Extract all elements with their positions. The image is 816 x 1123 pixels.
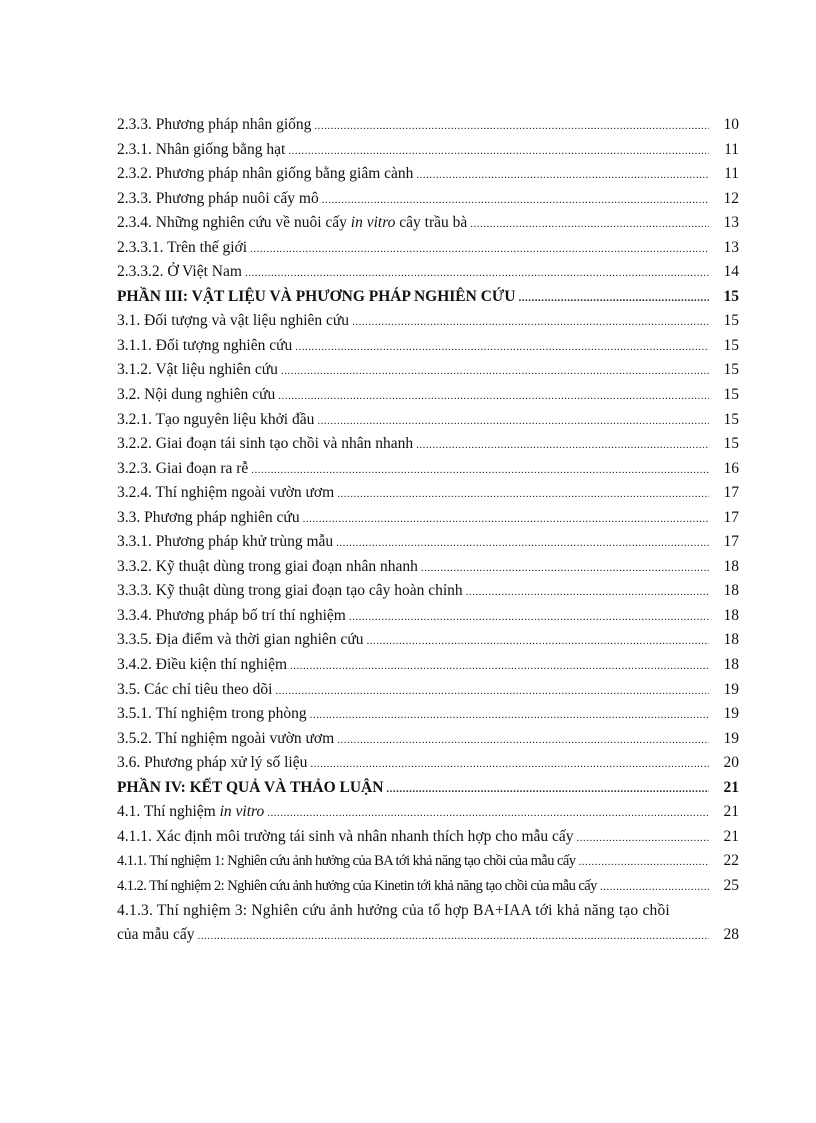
toc-page-number: 15	[723, 386, 739, 404]
toc-entry[interactable]	[117, 285, 739, 310]
toc-entry-label: 3.2.3. Giai đoạn ra rễ	[117, 459, 249, 477]
toc-entry-label: 4.1.1. Xác định môi trường tái sinh và nhân nhanh thích hợp cho mẫu cấy	[117, 827, 574, 845]
toc-entry[interactable]	[117, 211, 739, 236]
toc-page-number: 15	[723, 361, 739, 379]
toc-entry-label: 3.1. Đối tượng và vật liệu nghiên cứu	[117, 312, 350, 330]
dot-leader	[336, 531, 709, 556]
toc-entry-label: 2.3.3.1. Trên thế giới	[117, 238, 248, 256]
toc-entry-label: của mẫu cấy	[117, 926, 195, 944]
dot-leader	[470, 212, 709, 237]
dot-leader	[421, 556, 709, 581]
toc-entry[interactable]	[117, 776, 739, 801]
toc-page-number: 13	[723, 214, 739, 232]
toc-entry-label: 3.3.2. Kỹ thuật dùng trong giai đoạn nhân nhanh	[117, 557, 418, 575]
dot-leader	[466, 580, 709, 605]
toc-entry-label: 3.5. Các chỉ tiêu theo dõi	[117, 680, 273, 698]
toc-entry[interactable]	[117, 162, 739, 187]
dot-leader	[197, 924, 709, 949]
table-of-contents	[117, 113, 739, 948]
toc-entry[interactable]	[117, 506, 739, 531]
dot-leader	[317, 409, 709, 434]
toc-entry-label: 3.4.2. Điều kiện thí nghiệm	[117, 656, 288, 674]
toc-entry-label: 3.2.4. Thí nghiệm ngoài vườn ươm	[117, 484, 335, 502]
toc-page-number: 10	[723, 116, 739, 133]
toc-page-number: 21	[723, 778, 739, 796]
dot-leader	[251, 458, 709, 483]
toc-entry[interactable]	[117, 800, 739, 825]
toc-entry-label: 2.3.2. Phương pháp nhân giống bằng giâm cành	[117, 165, 414, 183]
dot-leader	[245, 261, 709, 286]
dot-leader	[281, 359, 709, 384]
dot-leader	[366, 629, 709, 654]
dot-leader	[386, 777, 709, 802]
dot-leader	[290, 654, 709, 679]
toc-entry[interactable]	[117, 604, 739, 629]
toc-entry-label: 2.3.3. Phương pháp nhân giống	[117, 116, 312, 133]
toc-entry-label: PHẦN IV: KẾT QUẢ VÀ THẢO LUẬN	[117, 778, 384, 796]
toc-page-number: 15	[723, 287, 739, 305]
toc-entry-label: 3.1.1. Đối tượng nghiên cứu	[117, 336, 293, 354]
toc-entry-label: 3.6. Phương pháp xử lý số liệu	[117, 754, 308, 772]
toc-page-number: 20	[723, 754, 739, 772]
toc-entry[interactable]	[117, 138, 739, 163]
toc-entry[interactable]	[117, 530, 739, 555]
toc-page-number: 21	[723, 827, 739, 845]
toc-entry-label: 4.1.2. Thí nghiệm 2: Nghiên cứu ảnh hưởng của Kinetin tới khả năng tạo chồi của mẫu cấy	[117, 877, 597, 894]
toc-entry-label: 3.3. Phương pháp nghiên cứu	[117, 508, 300, 526]
toc-entry[interactable]	[117, 678, 739, 703]
dot-leader	[275, 679, 709, 704]
toc-entry[interactable]	[117, 751, 739, 776]
toc-entry[interactable]	[117, 702, 739, 727]
toc-page-number: 18	[723, 631, 739, 649]
toc-entry-label: 4.1.1. Thí nghiệm 1: Nghiên cứu ảnh hưởng của BA tới khả năng tạo chồi của mẫu cấy	[117, 853, 576, 870]
toc-page-number: 15	[723, 336, 739, 354]
toc-entry[interactable]	[117, 260, 739, 285]
toc-page-number: 22	[723, 852, 739, 870]
toc-entry[interactable]	[117, 825, 739, 850]
dot-leader	[314, 114, 709, 139]
toc-page-number: 13	[723, 238, 739, 256]
toc-page-number: 28	[723, 926, 739, 944]
dot-leader	[250, 237, 709, 262]
toc-page-number: 19	[723, 705, 739, 723]
toc-entry[interactable]	[117, 653, 739, 678]
toc-page-number: 11	[724, 165, 739, 183]
toc-entry[interactable]	[117, 113, 739, 138]
toc-page-number: 18	[723, 582, 739, 600]
toc-entry[interactable]	[117, 555, 739, 580]
toc-entry[interactable]	[117, 579, 739, 604]
dot-leader	[278, 384, 709, 409]
toc-entry-label: 2.3.3. Phương pháp nuôi cấy mô	[117, 189, 319, 207]
toc-entry[interactable]	[117, 187, 739, 212]
toc-entry-label: 2.3.1. Nhân giống bằng hạt	[117, 140, 286, 158]
toc-page-number: 17	[723, 533, 739, 551]
toc-entry[interactable]	[117, 457, 739, 482]
toc-entry-label: 3.3.1. Phương pháp khử trùng mẫu	[117, 533, 334, 551]
dot-leader	[578, 850, 709, 875]
dot-leader	[518, 286, 709, 311]
toc-entry-label: 3.5.1. Thí nghiệm trong phòng	[117, 705, 307, 723]
toc-entry[interactable]	[117, 383, 739, 408]
dot-leader	[267, 801, 709, 826]
toc-entry[interactable]	[117, 358, 739, 383]
dot-leader	[295, 335, 709, 360]
toc-entry[interactable]	[117, 727, 739, 752]
toc-page-number: 11	[724, 140, 739, 158]
toc-entry-label: 3.3.5. Địa điểm và thời gian nghiên cứu	[117, 631, 364, 649]
toc-entry-label: 3.3.4. Phương pháp bố trí thí nghiệm	[117, 606, 346, 624]
toc-entry-label: 3.2.1. Tạo nguyên liệu khởi đầu	[117, 410, 315, 428]
toc-entry-label: 3.5.2. Thí nghiệm ngoài vườn ươm	[117, 729, 335, 747]
toc-entry[interactable]	[117, 899, 739, 924]
toc-page-number: 12	[723, 189, 739, 207]
toc-page-number: 15	[723, 435, 739, 453]
toc-page-number: 25	[723, 876, 739, 894]
toc-entry-label: 3.3.3. Kỹ thuật dùng trong giai đoạn tạo cây hoàn chỉnh	[117, 582, 463, 600]
toc-entry[interactable]	[117, 481, 739, 506]
dot-leader	[303, 507, 709, 532]
toc-page-number: 17	[723, 508, 739, 526]
dot-leader	[577, 826, 709, 851]
toc-page-number: 17	[723, 484, 739, 502]
toc-entry-label: 4.1.3. Thí nghiệm 3: Nghiên cứu ảnh hưởng của tổ hợp BA+IAA tới khả năng tạo chồi	[117, 901, 670, 919]
toc-entry-label: PHẦN III: VẬT LIỆU VÀ PHƯƠNG PHÁP NGHIÊN CỨU	[117, 287, 516, 305]
dot-leader	[310, 752, 709, 777]
toc-entry[interactable]	[117, 628, 739, 653]
toc-entry[interactable]	[117, 874, 739, 899]
toc-page-number: 19	[723, 680, 739, 698]
toc-entry-label: 3.1.2. Vật liệu nghiên cứu	[117, 361, 278, 379]
toc-entry-label: 4.1. Thí nghiệm in vitro	[117, 803, 265, 821]
toc-entry[interactable]	[117, 334, 739, 359]
toc-entry[interactable]	[117, 849, 739, 874]
dot-leader	[288, 139, 709, 164]
toc-page-number: 15	[723, 410, 739, 428]
toc-entry[interactable]	[117, 408, 739, 433]
dot-leader	[416, 433, 709, 458]
toc-page-number: 18	[723, 656, 739, 674]
dot-leader	[349, 605, 709, 630]
dot-leader	[337, 728, 709, 753]
toc-entry[interactable]	[117, 923, 739, 948]
toc-page-number: 18	[723, 557, 739, 575]
dot-leader	[310, 703, 709, 728]
toc-page-number: 19	[723, 729, 739, 747]
toc-page-number: 21	[723, 803, 739, 821]
toc-page-number: 14	[723, 263, 739, 281]
dot-leader	[337, 482, 709, 507]
dot-leader	[416, 163, 709, 188]
dot-leader	[600, 875, 709, 900]
toc-page-number: 16	[723, 459, 739, 477]
dot-leader	[322, 188, 709, 213]
toc-page-number: 15	[723, 312, 739, 330]
toc-page-number: 18	[723, 606, 739, 624]
toc-entry-label: 2.3.3.2. Ở Việt Nam	[117, 263, 242, 281]
toc-entry[interactable]	[117, 309, 739, 334]
toc-entry-label: 3.2.2. Giai đoạn tái sinh tạo chồi và nhân nhanh	[117, 435, 414, 453]
toc-entry[interactable]	[117, 236, 739, 261]
toc-entry-label: 2.3.4. Những nghiên cứu về nuôi cấy in vitro cây trầu bà	[117, 214, 468, 232]
toc-entry-label: 3.2. Nội dung nghiên cứu	[117, 386, 276, 404]
toc-entry[interactable]	[117, 432, 739, 457]
dot-leader	[352, 310, 709, 335]
